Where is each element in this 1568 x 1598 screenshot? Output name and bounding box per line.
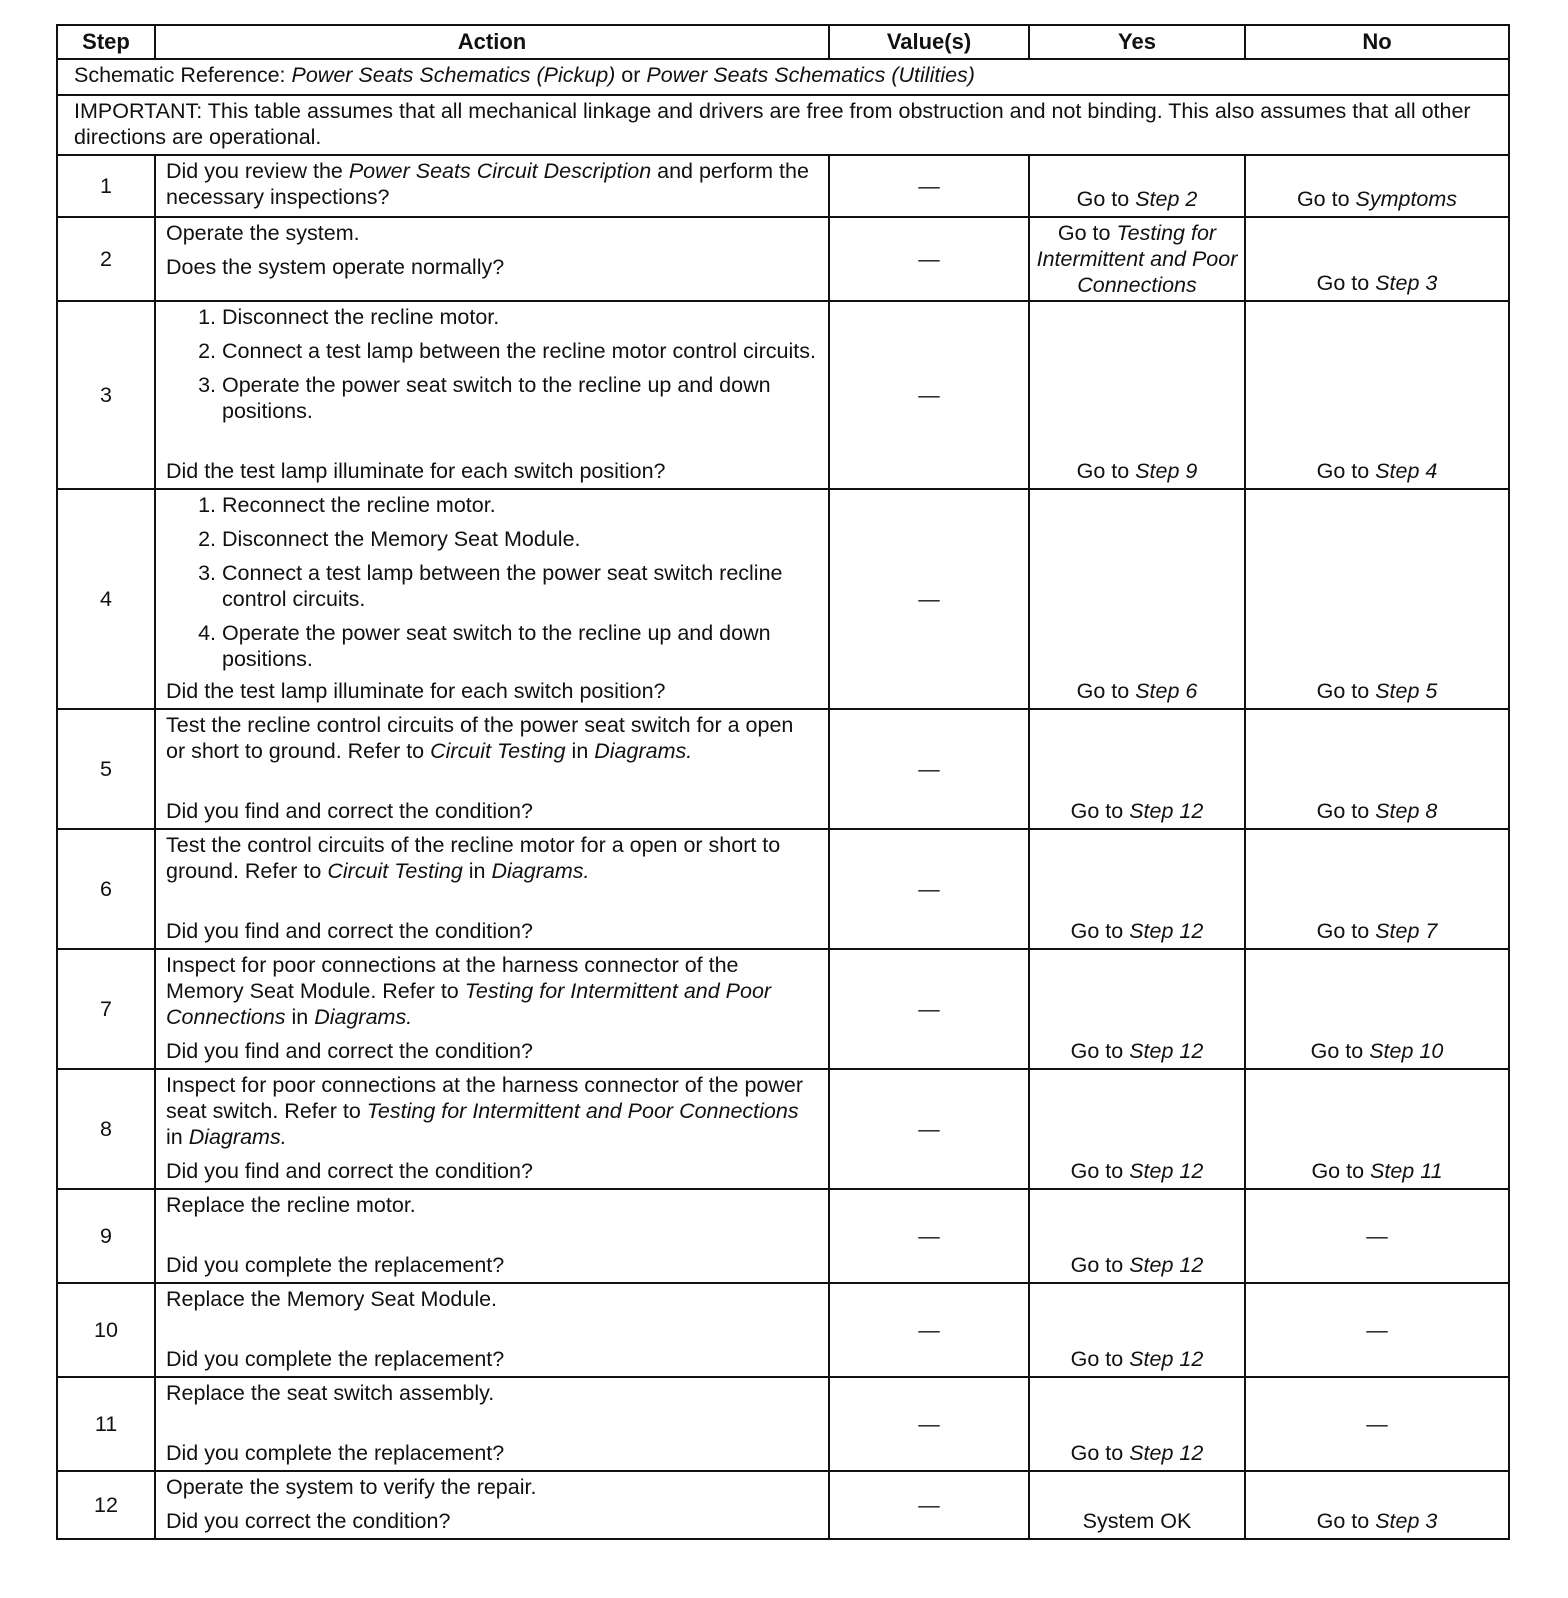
header-values: Value(s): [829, 25, 1029, 59]
table-row: [57, 155, 1509, 217]
action-cell: Test the control circuits of the recline motor for a open or short to ground. Refer to Circuit Testing in Diagrams. Did you find and correct the condition?: [155, 829, 829, 949]
no-cell: —: [1245, 1189, 1509, 1283]
header-yes: Yes: [1029, 25, 1245, 59]
header-step: Step: [57, 25, 155, 59]
question: Did you correct the condition?: [166, 1509, 451, 1533]
value-cell: —: [829, 1069, 1029, 1189]
header-action: Action: [155, 25, 829, 59]
action-cell: Operate the system. Does the system operate normally?: [155, 217, 829, 301]
value-cell: —: [829, 1471, 1029, 1539]
list-item: 4. Operate the power seat switch to the recline up and down positions.: [198, 621, 771, 671]
table-row: [57, 709, 1509, 829]
list-item: 1. Reconnect the recline motor.: [198, 493, 496, 517]
no-cell: —: [1245, 1377, 1509, 1471]
value-cell: —: [829, 1189, 1029, 1283]
question: Did you complete the replacement?: [166, 1347, 505, 1371]
value-cell: —: [829, 1283, 1029, 1377]
step-number: 6: [57, 829, 155, 949]
value-cell: —: [829, 217, 1029, 301]
value-cell: —: [829, 829, 1029, 949]
action-cell: Replace the recline motor. Did you complete the replacement?: [155, 1189, 829, 1283]
step-number: 2: [57, 217, 155, 301]
step-number: 4: [57, 489, 155, 709]
value-cell: —: [829, 949, 1029, 1069]
list-item: 2. Disconnect the Memory Seat Module.: [198, 527, 581, 551]
question: Did you find and correct the condition?: [166, 799, 533, 823]
table-row: [57, 1283, 1509, 1377]
schematic-row: [57, 59, 1509, 95]
diagnostic-table-page: [56, 24, 1508, 1540]
no-cell: Go to Step 10: [1245, 949, 1509, 1069]
yes-cell: Go to Step 2: [1029, 155, 1245, 217]
value-cell: —: [829, 301, 1029, 489]
no-cell: Go to Step 11: [1245, 1069, 1509, 1189]
yes-cell: Go to Step 12: [1029, 1377, 1245, 1471]
question: Did the test lamp illuminate for each switch position?: [166, 459, 666, 483]
no-cell: Go to Step 3: [1245, 1471, 1509, 1539]
action-steps: [166, 304, 818, 424]
question: Did the test lamp illuminate for each switch position?: [166, 679, 666, 703]
schematic-reference: Schematic Reference: Power Seats Schematics (Pickup) or Power Seats Schematics (Utilities): [57, 59, 1509, 95]
important-note: IMPORTANT: This table assumes that all mechanical linkage and drivers are free from obstruction and not binding. This also assumes that all other directions are operational.: [57, 95, 1509, 155]
value-cell: —: [829, 155, 1029, 217]
table-row: [57, 829, 1509, 949]
action-cell: Replace the Memory Seat Module. Did you complete the replacement?: [155, 1283, 829, 1377]
action-steps: [166, 492, 818, 672]
action-cell: [155, 489, 829, 709]
action-cell: Operate the system to verify the repair. Did you correct the condition?: [155, 1471, 829, 1539]
table-row: [57, 217, 1509, 301]
list-item: 1. Disconnect the recline motor.: [198, 305, 500, 329]
yes-cell: Go to Step 12: [1029, 1283, 1245, 1377]
list-item: 3. Connect a test lamp between the power seat switch recline control circuits.: [198, 561, 783, 611]
table-row: [57, 1377, 1509, 1471]
action-cell: Test the recline control circuits of the power seat switch for a open or short to ground. Refer to Circuit Testing in Diagrams. Did you find and correct the condition?: [155, 709, 829, 829]
step-number: 7: [57, 949, 155, 1069]
important-row: [57, 95, 1509, 155]
table-row: [57, 1189, 1509, 1283]
question: Did you find and correct the condition?: [166, 919, 533, 943]
yes-cell: Go to Step 12: [1029, 1189, 1245, 1283]
question: Did you complete the replacement?: [166, 1253, 505, 1277]
no-cell: Go to Step 8: [1245, 709, 1509, 829]
question: Did you find and correct the condition?: [166, 1039, 533, 1063]
step-number: 11: [57, 1377, 155, 1471]
yes-cell: Go to Step 12: [1029, 709, 1245, 829]
list-item: 3. Operate the power seat switch to the recline up and down positions.: [198, 373, 771, 423]
action-cell: [155, 301, 829, 489]
table-row: [57, 1471, 1509, 1539]
no-cell: Go to Step 5: [1245, 489, 1509, 709]
table-row: [57, 301, 1509, 489]
yes-cell: Go to Step 12: [1029, 949, 1245, 1069]
header-row: [57, 25, 1509, 59]
diagnostic-table: [56, 24, 1510, 1540]
value-cell: —: [829, 1377, 1029, 1471]
value-cell: —: [829, 489, 1029, 709]
no-cell: Go to Step 4: [1245, 301, 1509, 489]
value-cell: —: [829, 709, 1029, 829]
no-cell: Go to Step 3: [1245, 217, 1509, 301]
step-number: 1: [57, 155, 155, 217]
yes-cell: Go to Step 6: [1029, 489, 1245, 709]
action-cell: Replace the seat switch assembly. Did you complete the replacement?: [155, 1377, 829, 1471]
no-cell: —: [1245, 1283, 1509, 1377]
step-number: 5: [57, 709, 155, 829]
yes-cell: Go to Step 12: [1029, 829, 1245, 949]
action-cell: Inspect for poor connections at the harness connector of the power seat switch. Refer to Testing for Intermittent and Poor Connections in Diagrams. Did you find and correct the condition?: [155, 1069, 829, 1189]
yes-cell: Go to Testing for Intermittent and Poor Connections: [1029, 217, 1245, 301]
yes-cell: System OK: [1029, 1471, 1245, 1539]
table-row: [57, 949, 1509, 1069]
step-number: 3: [57, 301, 155, 489]
step-number: 12: [57, 1471, 155, 1539]
yes-cell: Go to Step 12: [1029, 1069, 1245, 1189]
yes-cell: Go to Step 9: [1029, 301, 1245, 489]
step-number: 9: [57, 1189, 155, 1283]
step-number: 10: [57, 1283, 155, 1377]
header-no: No: [1245, 25, 1509, 59]
list-item: 2. Connect a test lamp between the recline motor control circuits.: [198, 339, 816, 363]
action-cell: Did you review the Power Seats Circuit Description and perform the necessary inspections?: [155, 155, 829, 217]
question: Did you complete the replacement?: [166, 1441, 505, 1465]
no-cell: Go to Symptoms: [1245, 155, 1509, 217]
no-cell: Go to Step 7: [1245, 829, 1509, 949]
step-number: 8: [57, 1069, 155, 1189]
table-row: [57, 1069, 1509, 1189]
question: Did you find and correct the condition?: [166, 1159, 533, 1183]
action-cell: Inspect for poor connections at the harness connector of the Memory Seat Module. Refer to Testing for Intermittent and Poor Connections in Diagrams. Did you find and correct the condition?: [155, 949, 829, 1069]
table-row: [57, 489, 1509, 709]
